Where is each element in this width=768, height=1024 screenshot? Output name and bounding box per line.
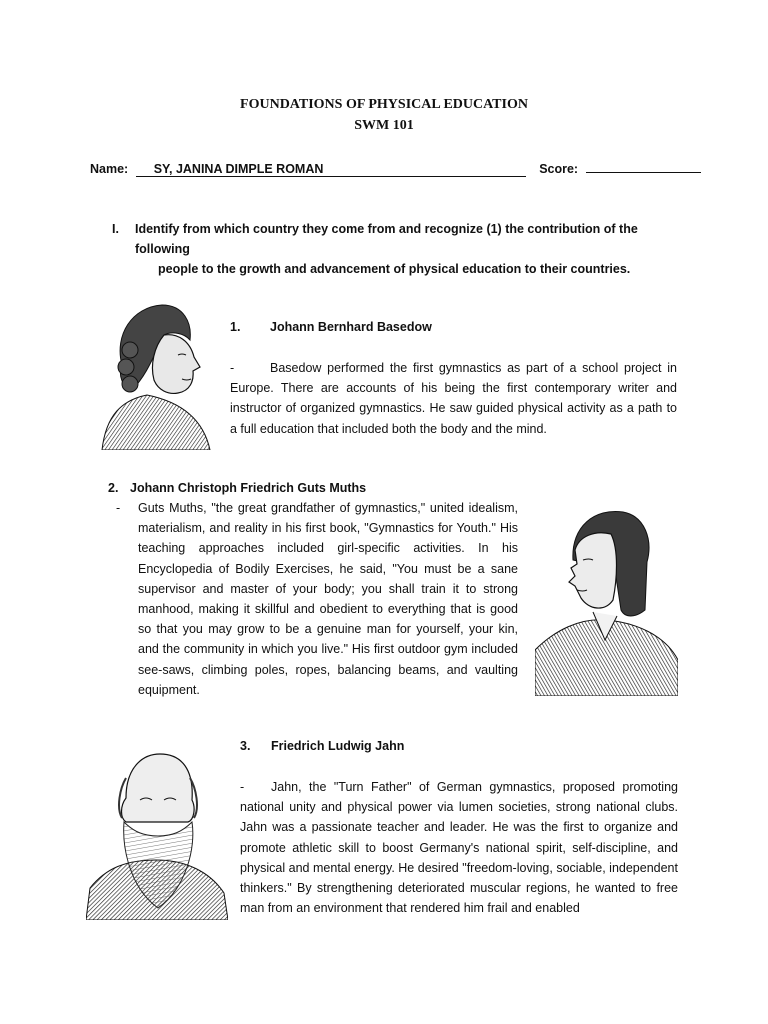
entry-3-heading: [240, 739, 404, 753]
portrait-jahn: [86, 748, 228, 920]
course-code: SWM 101: [354, 118, 414, 133]
name-label: Name:: [90, 162, 129, 176]
score-label: Score:: [539, 162, 579, 176]
entry-1-number: 1.: [230, 320, 241, 334]
portrait-guts-muths: [535, 500, 678, 696]
portrait-basedow: [92, 295, 214, 450]
document-title: FOUNDATIONS OF PHYSICAL EDUCATION: [240, 97, 528, 112]
document-title-block: [0, 94, 768, 136]
entry-3-name: Friedrich Ludwig Jahn: [271, 739, 405, 753]
score-field: [586, 160, 701, 173]
entry-2-name: Johann Christoph Friedrich Guts Muths: [130, 481, 367, 495]
entry-3-number: 3.: [240, 739, 251, 753]
portrait-engraving-icon: [92, 295, 214, 450]
entry-3-dash: -: [240, 780, 245, 794]
entry-2-dash: -: [116, 501, 121, 515]
portrait-engraving-icon: [86, 748, 228, 920]
entry-2-heading: [108, 481, 366, 495]
entry-1-paragraph: [230, 358, 677, 439]
name-score-line: [90, 160, 690, 177]
entry-2-paragraph: [116, 498, 518, 700]
entry-1-name: Johann Bernhard Basedow: [270, 320, 432, 334]
entry-2-number: 2.: [108, 481, 119, 495]
portrait-engraving-icon: [535, 500, 678, 696]
instruction-line-1: Identify from which country they come from and recognize (1) the contribution of the following: [135, 222, 638, 256]
entry-1-text: Basedow performed the first gymnastics as part of a school project in Europe. There are accounts of his being the first contemporary writer and instructor of organized gymnastics. He saw guided physical activity as a path to a full education that included both the body and the mind.: [230, 361, 677, 436]
entry-1-heading: [230, 320, 432, 334]
name-field: SY, JANINA DIMPLE ROMAN: [136, 162, 526, 177]
entry-3-paragraph: [240, 777, 678, 918]
entry-3-text: Jahn, the "Turn Father" of German gymnastics, proposed promoting national unity and physical power via lumen societies, strong national clubs. Jahn was a passionate teacher and leader. He was the first to organize and promote athletic skill to boost Germany's national spirit, self-discipline, and physical and mental energy. He desired "freedom-loving, sociable, independent thinkers." By strengthening deteriorated muscular regions, he wanted to free man from an environment that rendered him frail and enabled: [240, 780, 678, 916]
instruction-line-2: people to the growth and advancement of physical education to their countries.: [158, 262, 631, 276]
instruction-block: [112, 219, 684, 279]
entry-1-dash: -: [230, 361, 235, 375]
instruction-text: [112, 219, 684, 279]
entry-2-text: Guts Muths, "the great grandfather of gymnastics," united idealism, materialism, and reality in his first book, "Gymnastics for Youth." His teaching approaches included girl-specific activities. In his Encyclopedia of Bodily Exercises, he said, "You must be a sane supervisor and master of your body; you shall train it to strong manhood, making it skillful and obedient to everything that is good so that you may grow to be a genuine man for yourself, your kin, and the community in which you live." His first outdoor gym included see-saws, climbing poles, ropes, balancing beams, and vaulting equipment.: [138, 501, 518, 697]
instruction-number: I.: [112, 222, 119, 236]
